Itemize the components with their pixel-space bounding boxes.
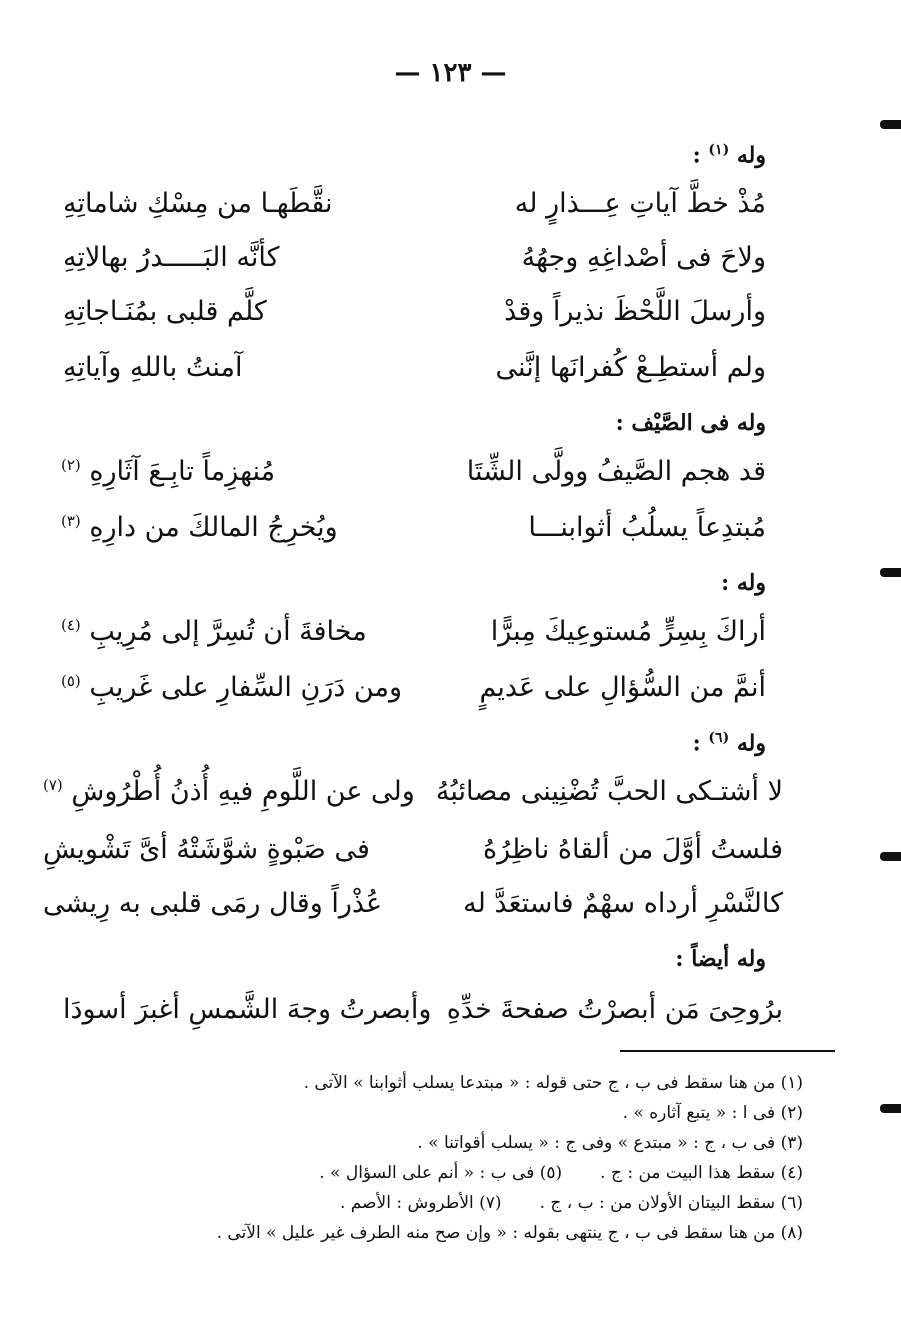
section-heading: وله فى الصَّيْف : xyxy=(615,410,766,436)
footnote-part: (٤) سقط هذا البيت من : ج . xyxy=(600,1163,803,1183)
footnote: (١) من هنا سقط فى ب ، ج حتى قوله : « مبتدعا يسلب أثوابنا » الآتى . xyxy=(303,1073,803,1093)
verse-first-hemistich: أراكَ بِسِرٍّ مُستوعِيكَ مِبرًّا xyxy=(490,616,766,647)
footnote-ref: (٤) xyxy=(61,616,81,634)
verse-first-hemistich: برُوحِىَ مَن أبصرْتُ صفحةَ خدِّهِ xyxy=(446,994,783,1025)
footnotes xyxy=(163,1068,803,1248)
verse-second-text: مخافةَ أن تُسِرَّ إلى مُرِيبِ xyxy=(89,616,367,647)
footnote-ref: (٧) xyxy=(43,776,63,794)
footnote xyxy=(163,1188,803,1218)
verse-first-hemistich: وأرسلَ اللَّحْظَ نذيراً وقدْ xyxy=(504,296,766,327)
verse-first-hemistich: أنمَّ من السُّؤالِ على عَديمٍ xyxy=(479,672,766,703)
verse-second-text: ومن دَرَنِ السِّفارِ على غَريبِ xyxy=(89,672,402,703)
verse-first-hemistich: ولم أستطِـعْ كُفرانَها إنَّنى xyxy=(495,352,766,383)
verse-line xyxy=(61,616,766,660)
verse-second-hemistich xyxy=(61,616,367,647)
footnote-part: (٦) سقط البيتان الأولان من : ب ، ج . xyxy=(539,1193,803,1213)
section-heading xyxy=(693,730,766,756)
verse-second-hemistich xyxy=(61,512,338,543)
section-heading: وله : xyxy=(721,570,766,596)
section-heading: وله أيضاً : xyxy=(675,946,766,972)
verse-second-text: ولى عن اللَّومِ فيهِ أُذنُ أُطْرُوشِ xyxy=(71,776,415,807)
heading-suffix: : xyxy=(692,730,701,757)
scan-edge-mark xyxy=(880,852,901,861)
verse-line xyxy=(63,188,766,232)
verse-line xyxy=(63,242,766,286)
verse-first-hemistich: مُبتدِعاً يسلُبُ أثوابنـــا xyxy=(528,512,766,543)
footnote-part: (٥) فى ب : « أنم على السؤال » . xyxy=(319,1163,563,1183)
footnote xyxy=(163,1158,803,1188)
verse-line xyxy=(43,834,783,878)
footnote-part: (٧) الأطروش : الأصم . xyxy=(339,1193,502,1213)
verse-second-hemistich xyxy=(43,776,415,807)
verse-line xyxy=(61,456,766,500)
verse-second-text: ويُخرِجُ المالكَ من دارِهِ xyxy=(89,512,338,543)
verse-second-hemistich: كأنَّه البَـــــدرُ بهالاتِهِ xyxy=(63,242,280,273)
scan-edge-mark xyxy=(880,568,901,577)
verse-second-hemistich: فى صَبْوةٍ شوَّشَتْهُ أىَّ تَشْويشِ xyxy=(43,834,370,865)
footnote-rule xyxy=(620,1050,835,1052)
verse-first-hemistich: فلستُ أوَّلَ من ألقاهُ ناظِرُهُ xyxy=(483,834,783,865)
heading-text: وله xyxy=(736,142,766,169)
verse-first-hemistich: لا أشتـكى الحبَّ تُضْنِينى مصائبُهُ xyxy=(435,776,783,807)
scan-edge-mark xyxy=(880,120,901,129)
verse-line xyxy=(63,352,766,396)
verse-first-hemistich: كالنَّسْرِ أرداه سهْمٌ فاستعَدَّ له xyxy=(463,888,783,919)
footnote-ref: (٥) xyxy=(61,672,81,690)
verse-second-hemistich: نقَّطَهـا من مِسْكِ شاماتِهِ xyxy=(63,188,333,219)
heading-text: وله xyxy=(736,730,766,757)
verse-second-hemistich: كلَّم قلبى بمُنَـاجاتِهِ xyxy=(63,296,267,327)
verse-first-hemistich: ولاحَ فى أصْداغِهِ وجهُهُ xyxy=(521,242,766,273)
verse-line xyxy=(43,776,783,820)
footnote-ref: (٢) xyxy=(61,456,81,474)
verse-line xyxy=(63,994,783,1038)
verse-line xyxy=(61,672,766,716)
verse-second-hemistich: عُذْراً وقال رمَى قلبى به رِيشى xyxy=(43,888,383,919)
verse-second-hemistich xyxy=(61,456,275,487)
footnote: (٣) فى ب ، ج : « مبتدع » وفى ج : « يسلب أقواتنا » . xyxy=(417,1133,803,1153)
page-number: — ١٢٣ — xyxy=(394,58,507,88)
verse-first-hemistich: قد هجم الصَّيفُ وولَّى الشِّتَا xyxy=(466,456,766,487)
footnote: (٢) فى ا : « يتبع آثاره » . xyxy=(622,1103,803,1123)
verse-line xyxy=(43,888,783,932)
verse-second-hemistich: وأبصرتُ وجهَ الشَّمسِ أغبرَ أسودَا xyxy=(63,994,432,1025)
footnote-ref: (١) xyxy=(708,142,730,158)
footnote: (٨) من هنا سقط فى ب ، ج ينتهى بقوله : « وإن صح منه الطرف غير عليل » الآتى . xyxy=(216,1223,803,1243)
footnote-ref: (٦) xyxy=(708,730,730,746)
verse-first-hemistich: مُذْ خطَّ آياتِ عِـــذارٍ له xyxy=(514,188,766,219)
verse-line xyxy=(63,296,766,340)
verse-second-hemistich: آمنتُ باللهِ وآياتِهِ xyxy=(63,352,243,383)
verse-line xyxy=(61,512,766,556)
heading-suffix: : xyxy=(692,142,701,169)
verse-second-text: مُنهزِماً تابِـعَ آثَارِهِ xyxy=(89,456,276,487)
scan-edge-mark xyxy=(880,1104,901,1113)
section-heading xyxy=(693,142,766,168)
verse-second-hemistich xyxy=(61,672,402,703)
footnote-ref: (٣) xyxy=(61,512,81,530)
